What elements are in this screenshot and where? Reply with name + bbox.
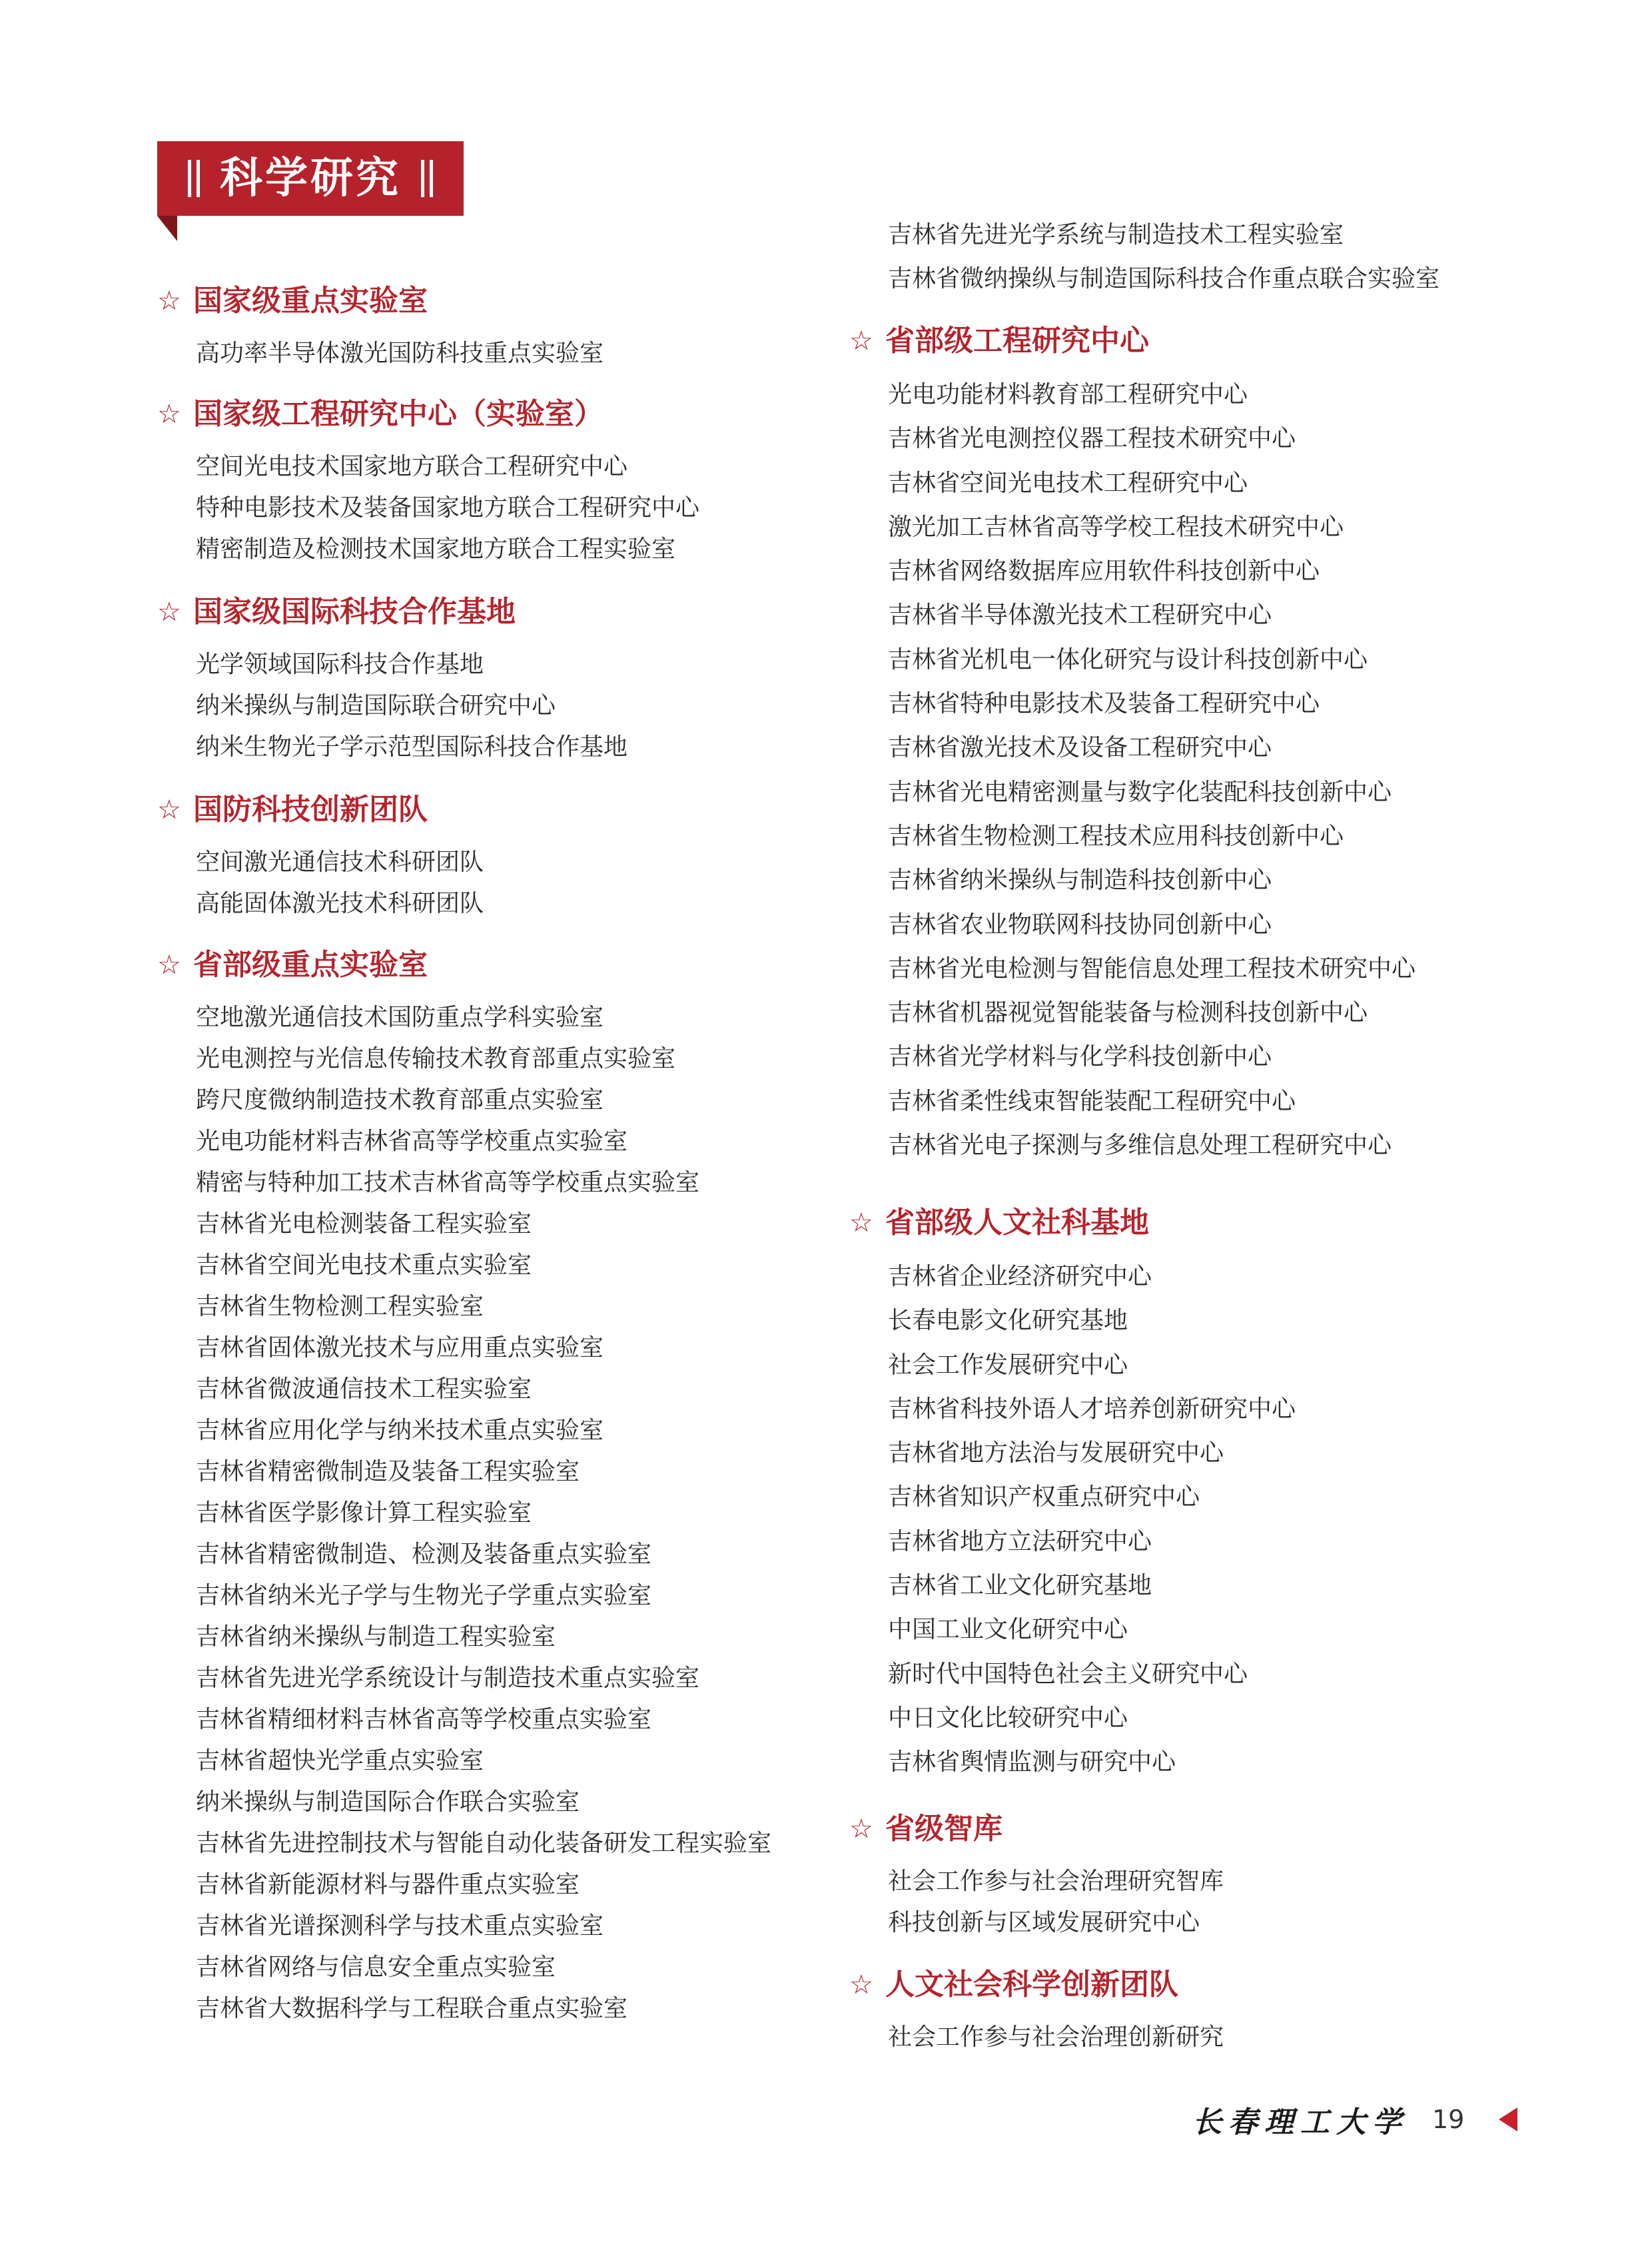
list-item: 吉林省光学材料与化学科技创新中心 xyxy=(888,1043,1272,1071)
list-item: 中日文化比较研究中心 xyxy=(888,1704,1128,1732)
list-item: 吉林省网络数据库应用软件科技创新中心 xyxy=(888,558,1320,585)
section-heading xyxy=(849,1204,1515,1242)
section-heading xyxy=(849,1810,1515,1848)
section-title: 国家级工程研究中心（实验室） xyxy=(193,397,604,431)
list-item: 吉林省先进光学系统设计与制造技术重点实验室 xyxy=(196,1665,700,1692)
star-icon: ☆ xyxy=(157,795,181,825)
list-item: 吉林省科技外语人才培养创新研究中心 xyxy=(888,1395,1296,1423)
list-item: 吉林省光电测控仪器工程技术研究中心 xyxy=(888,425,1296,453)
list-item: 光电功能材料教育部工程研究中心 xyxy=(888,381,1248,408)
section-national-engineering-center xyxy=(157,396,823,570)
item-list xyxy=(849,2017,1515,2058)
star-icon: ☆ xyxy=(849,1970,873,2000)
list-item: 科技创新与区域发展研究中心 xyxy=(888,1909,1200,1936)
list-item: 吉林省柔性线束智能装配工程研究中心 xyxy=(888,1087,1296,1115)
list-item: 纳米操纵与制造国际合作联合实验室 xyxy=(196,1788,580,1816)
list-item: 吉林省半导体激光技术工程研究中心 xyxy=(888,601,1272,629)
banner-divider-icon xyxy=(421,160,424,197)
list-item: 吉林省纳米操纵与制造科技创新中心 xyxy=(888,867,1272,895)
star-icon: ☆ xyxy=(849,1814,873,1844)
list-item: 特种电影技术及装备国家地方联合工程研究中心 xyxy=(196,494,700,522)
section-title: 省部级重点实验室 xyxy=(193,948,428,982)
section-humanities-innovation-team xyxy=(849,1966,1515,2058)
banner-divider-icon xyxy=(188,160,191,197)
item-list xyxy=(157,842,823,925)
item-list xyxy=(157,997,823,2030)
section-heading xyxy=(157,791,823,829)
section-title: 国家级重点实验室 xyxy=(193,284,428,318)
section-defense-innovation-team xyxy=(157,791,823,925)
item-list xyxy=(849,1861,1515,1944)
section-heading xyxy=(849,1966,1515,2004)
list-item: 精密与特种加工技术吉林省高等学校重点实验室 xyxy=(196,1169,700,1196)
section-provincial-think-tank xyxy=(849,1810,1515,1944)
star-icon: ☆ xyxy=(157,286,181,316)
list-item: 吉林省光电精密测量与数字化装配科技创新中心 xyxy=(888,778,1392,806)
section-title: 省部级人文社科基地 xyxy=(885,1206,1149,1240)
list-item: 吉林省大数据科学与工程联合重点实验室 xyxy=(196,1995,628,2022)
list-item: 吉林省医学影像计算工程实验室 xyxy=(196,1499,532,1527)
section-banner xyxy=(157,141,464,216)
list-item: 吉林省地方立法研究中心 xyxy=(888,1527,1152,1555)
list-item: 吉林省光机电一体化研究与设计科技创新中心 xyxy=(888,645,1368,673)
list-item: 新时代中国特色社会主义研究中心 xyxy=(888,1660,1248,1688)
list-item: 吉林省精密微制造、检测及装备重点实验室 xyxy=(196,1541,652,1568)
list-item: 吉林省超快光学重点实验室 xyxy=(196,1747,484,1774)
section-heading xyxy=(849,322,1515,360)
list-item: 吉林省光谱探测科学与技术重点实验室 xyxy=(196,1912,604,1940)
item-list xyxy=(849,213,1515,301)
list-item: 社会工作参与社会治理创新研究 xyxy=(888,2024,1224,2051)
list-item: 光学领域国际科技合作基地 xyxy=(196,651,484,678)
banner-divider-icon xyxy=(197,160,200,197)
section-provincial-key-lab xyxy=(157,946,823,2030)
list-item: 吉林省新能源材料与器件重点实验室 xyxy=(196,1871,580,1898)
page-title: 科学研究 xyxy=(220,154,401,203)
list-item: 吉林省地方法治与发展研究中心 xyxy=(888,1439,1224,1467)
list-item: 吉林省生物检测工程技术应用科技创新中心 xyxy=(888,822,1344,850)
star-icon: ☆ xyxy=(849,1208,873,1238)
item-list xyxy=(849,1255,1515,1785)
section-title: 国防科技创新团队 xyxy=(193,793,428,827)
list-item: 吉林省机器视觉智能装备与检测科技创新中心 xyxy=(888,999,1368,1027)
page-number: 19 xyxy=(1432,2105,1465,2134)
list-item: 吉林省先进控制技术与智能自动化装备研发工程实验室 xyxy=(196,1830,772,1857)
list-item: 空间光电技术国家地方联合工程研究中心 xyxy=(196,453,628,480)
list-item: 吉林省激光技术及设备工程研究中心 xyxy=(888,734,1272,762)
list-item: 吉林省固体激光技术与应用重点实验室 xyxy=(196,1334,604,1361)
list-item: 吉林省生物检测工程实验室 xyxy=(196,1293,484,1320)
list-item: 吉林省微纳操纵与制造国际科技合作重点联合实验室 xyxy=(888,265,1440,292)
section-humanities-base xyxy=(849,1204,1515,1785)
list-item: 吉林省光电检测装备工程实验室 xyxy=(196,1210,532,1238)
university-logo-text: 长春理工大学 xyxy=(1192,2105,1408,2139)
section-heading xyxy=(157,396,823,433)
list-item: 激光加工吉林省高等学校工程技术研究中心 xyxy=(888,513,1344,541)
star-icon: ☆ xyxy=(157,597,181,627)
continued-provincial-key-lab xyxy=(849,213,1515,301)
list-item: 吉林省网络与信息安全重点实验室 xyxy=(196,1954,556,1981)
list-item: 空间激光通信技术科研团队 xyxy=(196,849,484,876)
star-icon: ☆ xyxy=(849,326,873,356)
item-list xyxy=(157,644,823,768)
section-provincial-engineering-center xyxy=(849,322,1515,1168)
section-title: 省部级工程研究中心 xyxy=(885,324,1149,358)
section-heading xyxy=(157,593,823,631)
list-item: 纳米操纵与制造国际联合研究中心 xyxy=(196,692,556,719)
list-item: 吉林省企业经济研究中心 xyxy=(888,1263,1152,1290)
section-title: 省级智库 xyxy=(885,1812,1003,1846)
page-footer xyxy=(1192,2098,1517,2141)
list-item: 社会工作参与社会治理研究智库 xyxy=(888,1868,1224,1895)
section-heading xyxy=(157,946,823,984)
item-list xyxy=(157,333,823,374)
banner-divider-icon xyxy=(430,160,433,197)
star-icon: ☆ xyxy=(157,399,181,430)
list-item: 吉林省微波通信技术工程实验室 xyxy=(196,1375,532,1403)
list-item: 吉林省工业文化研究基地 xyxy=(888,1572,1152,1600)
section-international-cooperation-base xyxy=(157,593,823,768)
list-item: 吉林省特种电影技术及装备工程研究中心 xyxy=(888,690,1320,718)
list-item: 吉林省光电子探测与多维信息处理工程研究中心 xyxy=(888,1132,1392,1160)
list-item: 吉林省先进光学系统与制造技术工程实验室 xyxy=(888,221,1344,248)
list-item: 吉林省应用化学与纳米技术重点实验室 xyxy=(196,1417,604,1444)
section-title: 国家级国际科技合作基地 xyxy=(193,595,516,629)
list-item: 空地激光通信技术国防重点学科实验室 xyxy=(196,1004,604,1031)
list-item: 社会工作发展研究中心 xyxy=(888,1351,1128,1379)
list-item: 吉林省精密微制造及装备工程实验室 xyxy=(196,1458,580,1485)
section-title: 人文社会科学创新团队 xyxy=(885,1968,1178,2002)
list-item: 纳米生物光子学示范型国际科技合作基地 xyxy=(196,733,628,761)
list-item: 吉林省知识产权重点研究中心 xyxy=(888,1483,1200,1511)
list-item: 跨尺度微纳制造技术教育部重点实验室 xyxy=(196,1086,604,1114)
triangle-marker-icon xyxy=(1499,2107,1517,2131)
item-list xyxy=(849,373,1515,1168)
list-item: 吉林省农业物联网科技协同创新中心 xyxy=(888,911,1272,938)
section-heading xyxy=(157,282,823,320)
list-item: 吉林省光电检测与智能信息处理工程技术研究中心 xyxy=(888,954,1416,982)
list-item: 吉林省舆情监测与研究中心 xyxy=(888,1748,1176,1776)
list-item: 中国工业文化研究中心 xyxy=(888,1616,1128,1644)
list-item: 精密制造及检测技术国家地方联合工程实验室 xyxy=(196,536,676,563)
list-item: 吉林省纳米操纵与制造工程实验室 xyxy=(196,1623,556,1651)
list-item: 吉林省空间光电技术工程研究中心 xyxy=(888,469,1248,497)
list-item: 吉林省精细材料吉林省高等学校重点实验室 xyxy=(196,1706,652,1733)
list-item: 高功率半导体激光国防科技重点实验室 xyxy=(196,340,604,367)
banner-fold xyxy=(157,216,177,241)
list-item: 吉林省空间光电技术重点实验室 xyxy=(196,1252,532,1279)
list-item: 高能固体激光技术科研团队 xyxy=(196,890,484,917)
item-list xyxy=(157,446,823,570)
list-item: 吉林省纳米光子学与生物光子学重点实验室 xyxy=(196,1582,652,1609)
star-icon: ☆ xyxy=(157,950,181,980)
section-national-key-lab xyxy=(157,282,823,374)
list-item: 光电测控与光信息传输技术教育部重点实验室 xyxy=(196,1045,676,1072)
list-item: 光电功能材料吉林省高等学校重点实验室 xyxy=(196,1128,628,1155)
list-item: 长春电影文化研究基地 xyxy=(888,1307,1128,1335)
